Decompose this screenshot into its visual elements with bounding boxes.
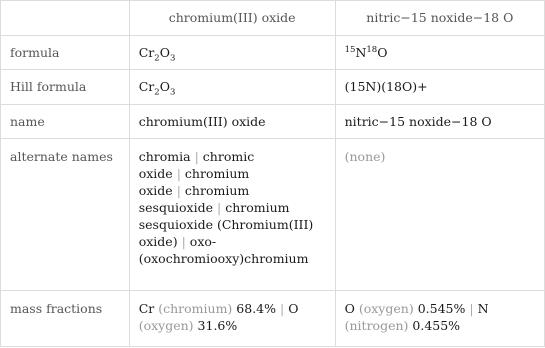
formula-row bbox=[1, 35, 545, 70]
alternate-names-nitric-oxide: (none) bbox=[335, 139, 544, 291]
separator: | bbox=[194, 149, 199, 165]
formula-chromium-oxide bbox=[129, 35, 335, 70]
formula-element: Cr bbox=[138, 79, 155, 95]
formula-subscript: 3 bbox=[169, 87, 176, 98]
element-name: (nitrogen) bbox=[344, 318, 409, 333]
hill-formula-chromium-oxide bbox=[129, 70, 335, 105]
element-name: (oxygen) bbox=[138, 318, 194, 333]
hill-formula-label: Hill formula bbox=[1, 70, 130, 105]
formula-subscript: 3 bbox=[169, 53, 176, 64]
header-nitric-oxide: nitric−15 noxide−18 O bbox=[335, 1, 544, 36]
formula-element: O bbox=[377, 44, 388, 60]
alternate-name: chromium sesquioxide (Chromium(III) oxide) bbox=[138, 200, 314, 250]
separator: | bbox=[216, 200, 222, 216]
name-label: name bbox=[1, 104, 130, 139]
header-row bbox=[1, 1, 545, 36]
formula-subscript: 2 bbox=[154, 87, 160, 98]
formula-nitric-oxide bbox=[335, 35, 544, 70]
element-name: (chromium) bbox=[158, 301, 233, 316]
hill-formula-nitric-oxide: (15N)(18O)+ bbox=[335, 70, 544, 105]
mass-fractions-label: mass fractions bbox=[1, 291, 130, 347]
separator: | bbox=[469, 301, 474, 316]
element-symbol: Cr bbox=[138, 301, 155, 316]
alternate-name: oxo-(oxochromiooxy)chromium bbox=[138, 234, 309, 267]
separator: | bbox=[176, 166, 181, 182]
formula-element: O bbox=[159, 79, 170, 95]
element-symbol: O bbox=[288, 301, 299, 316]
mass-fractions-row bbox=[1, 291, 545, 347]
separator: | bbox=[176, 183, 181, 199]
isotope-mass: 15 bbox=[344, 44, 356, 55]
name-nitric-oxide: nitric−15 noxide−18 O bbox=[335, 104, 544, 139]
header-chromium-oxide: chromium(III) oxide bbox=[129, 1, 335, 36]
name-row bbox=[1, 104, 545, 139]
name-chromium-oxide: chromium(III) oxide bbox=[129, 104, 335, 139]
alternate-names-label: alternate names bbox=[1, 139, 130, 291]
alternate-name: chromium oxide bbox=[138, 166, 250, 199]
mass-fraction-value: 0.545% bbox=[417, 301, 466, 316]
header-empty-cell bbox=[1, 1, 130, 36]
element-name: (oxygen) bbox=[358, 301, 414, 316]
formula-subscript: 2 bbox=[154, 53, 160, 64]
alternate-name: chromic oxide bbox=[138, 149, 255, 182]
mass-fractions-chromium-oxide bbox=[129, 291, 335, 347]
mass-fraction-value: 0.455% bbox=[412, 318, 461, 333]
alternate-name: chromia bbox=[138, 149, 191, 165]
mass-fractions-nitric-oxide bbox=[335, 291, 544, 347]
formula-element: N bbox=[355, 44, 367, 60]
separator: | bbox=[181, 234, 186, 250]
element-symbol: O bbox=[344, 301, 355, 316]
isotope-mass: 18 bbox=[366, 44, 378, 55]
formula-element: Cr bbox=[138, 44, 155, 60]
mass-fraction-value: 68.4% bbox=[236, 301, 277, 316]
element-symbol: N bbox=[477, 301, 489, 316]
alternate-names-row bbox=[1, 139, 545, 291]
formula-element: O bbox=[159, 44, 170, 60]
alternate-name: chromium sesquioxide bbox=[138, 183, 250, 216]
separator: | bbox=[280, 301, 285, 316]
formula-label: formula bbox=[1, 35, 130, 70]
hill-formula-row bbox=[1, 70, 545, 105]
mass-fraction-value: 31.6% bbox=[197, 318, 238, 333]
alternate-names-chromium-oxide bbox=[129, 139, 335, 291]
